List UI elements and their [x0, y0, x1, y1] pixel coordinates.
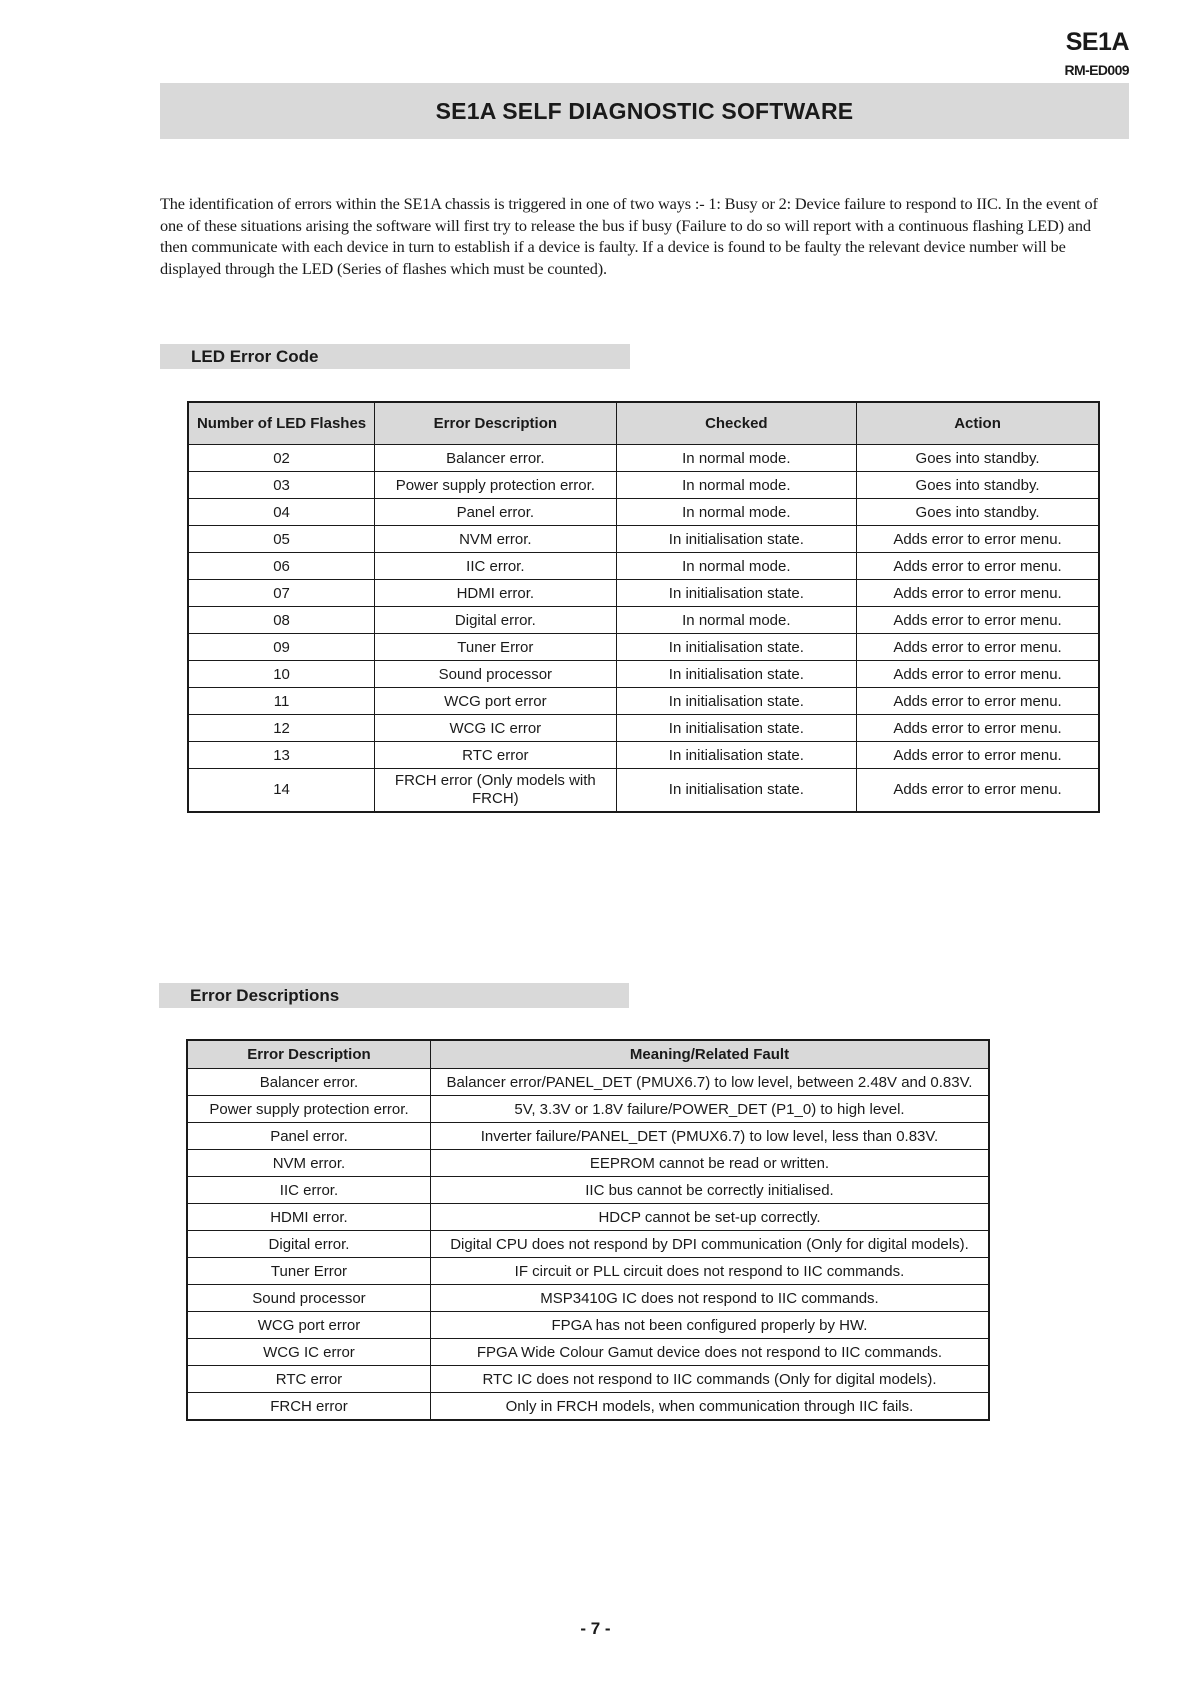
table-cell: Adds error to error menu.	[857, 634, 1099, 661]
table-cell: RTC error	[375, 742, 617, 769]
table-cell: 05	[188, 526, 375, 553]
table-cell: In normal mode.	[616, 553, 856, 580]
table-cell: Adds error to error menu.	[857, 526, 1099, 553]
table-cell: Goes into standby.	[857, 472, 1099, 499]
table-cell: 06	[188, 553, 375, 580]
table-cell: Digital error.	[187, 1231, 430, 1258]
table-cell: IIC bus cannot be correctly initialised.	[430, 1177, 989, 1204]
table-cell: 08	[188, 607, 375, 634]
table-cell: In initialisation state.	[616, 688, 856, 715]
table-cell: Tuner Error	[187, 1258, 430, 1285]
table-cell: Adds error to error menu.	[857, 769, 1099, 813]
table-cell: 13	[188, 742, 375, 769]
table-cell: WCG port error	[187, 1312, 430, 1339]
column-header: Checked	[616, 402, 856, 445]
table-row	[187, 1339, 989, 1366]
table-row	[187, 1393, 989, 1421]
table-cell: Goes into standby.	[857, 499, 1099, 526]
table-cell: In normal mode.	[616, 445, 856, 472]
table-row	[188, 769, 1099, 813]
model-code: SE1A	[1065, 28, 1129, 56]
table-row	[187, 1204, 989, 1231]
table-row	[188, 553, 1099, 580]
table-cell: FRCH error	[187, 1393, 430, 1421]
table-cell: In initialisation state.	[616, 526, 856, 553]
table-cell: Panel error.	[187, 1123, 430, 1150]
table-cell: HDCP cannot be set-up correctly.	[430, 1204, 989, 1231]
table-cell: Sound processor	[187, 1285, 430, 1312]
table-cell: Power supply protection error.	[187, 1096, 430, 1123]
table-cell: Sound processor	[375, 661, 617, 688]
column-header: Number of LED Flashes	[188, 402, 375, 445]
table-header-row	[188, 402, 1099, 445]
table-row	[187, 1258, 989, 1285]
table-row	[188, 472, 1099, 499]
table-row	[187, 1285, 989, 1312]
table-cell: In normal mode.	[616, 607, 856, 634]
table-cell: Power supply protection error.	[375, 472, 617, 499]
table-cell: Adds error to error menu.	[857, 661, 1099, 688]
table-cell: Adds error to error menu.	[857, 742, 1099, 769]
table-row	[187, 1150, 989, 1177]
table-cell: Adds error to error menu.	[857, 688, 1099, 715]
table-cell: IF circuit or PLL circuit does not respond to IIC commands.	[430, 1258, 989, 1285]
table-row	[188, 661, 1099, 688]
table-cell: FPGA has not been configured properly by HW.	[430, 1312, 989, 1339]
table-cell: 14	[188, 769, 375, 813]
table-row	[187, 1231, 989, 1258]
page-title: SE1A SELF DIAGNOSTIC SOFTWARE	[435, 97, 854, 124]
table-cell: 02	[188, 445, 375, 472]
table-cell: Only in FRCH models, when communication through IIC fails.	[430, 1393, 989, 1421]
column-header: Meaning/Related Fault	[430, 1040, 989, 1069]
table-cell: 5V, 3.3V or 1.8V failure/POWER_DET (P1_0) to high level.	[430, 1096, 989, 1123]
table-cell: HDMI error.	[187, 1204, 430, 1231]
table-cell: In initialisation state.	[616, 634, 856, 661]
table-row	[187, 1096, 989, 1123]
table-row	[187, 1177, 989, 1204]
table-cell: Panel error.	[375, 499, 617, 526]
table-cell: Balancer error.	[375, 445, 617, 472]
table-row	[187, 1366, 989, 1393]
table-cell: NVM error.	[375, 526, 617, 553]
table-cell: In initialisation state.	[616, 715, 856, 742]
table-row	[188, 526, 1099, 553]
table-cell: WCG port error	[375, 688, 617, 715]
table-cell: In normal mode.	[616, 472, 856, 499]
table-cell: 09	[188, 634, 375, 661]
table-cell: 10	[188, 661, 375, 688]
table-cell: 11	[188, 688, 375, 715]
table-header-row	[187, 1040, 989, 1069]
table-cell: Digital CPU does not respond by DPI communication (Only for digital models).	[430, 1231, 989, 1258]
table-cell: IIC error.	[187, 1177, 430, 1204]
table-cell: 03	[188, 472, 375, 499]
table-cell: NVM error.	[187, 1150, 430, 1177]
table-row	[187, 1312, 989, 1339]
error-descriptions-table	[186, 1039, 990, 1421]
table-cell: Balancer error.	[187, 1069, 430, 1096]
table-cell: 07	[188, 580, 375, 607]
column-header: Error Description	[375, 402, 617, 445]
table-cell: FPGA Wide Colour Gamut device does not respond to IIC commands.	[430, 1339, 989, 1366]
table-row	[188, 742, 1099, 769]
table-cell: WCG IC error	[187, 1339, 430, 1366]
column-header: Action	[857, 402, 1099, 445]
table-row	[188, 688, 1099, 715]
table-cell: 12	[188, 715, 375, 742]
error-descriptions-heading: Error Descriptions	[159, 983, 629, 1008]
table-row	[188, 607, 1099, 634]
page-number: - 7 -	[580, 1619, 611, 1638]
intro-paragraph: The identification of errors within the SE1A chassis is triggered in one of two ways :- 1: Busy or 2: Device failure to respond to IIC. In the event of one of these situations arising the software will first try to release the bus if busy (Failure to do so will report with a continuous flashing LED) and then communicate with each device in turn to establish if a device is faulty. If a device is found to be faulty the relevant device number will be displayed through the LED (Series of flashes which must be counted).	[160, 194, 1098, 278]
table-cell: MSP3410G IC does not respond to IIC commands.	[430, 1285, 989, 1312]
table-cell: RTC error	[187, 1366, 430, 1393]
table-cell: HDMI error.	[375, 580, 617, 607]
table-cell: RTC IC does not respond to IIC commands (Only for digital models).	[430, 1366, 989, 1393]
table-cell: In normal mode.	[616, 499, 856, 526]
table-cell: EEPROM cannot be read or written.	[430, 1150, 989, 1177]
table-cell: Balancer error/PANEL_DET (PMUX6.7) to low level, between 2.48V and 0.83V.	[430, 1069, 989, 1096]
table-cell: Inverter failure/PANEL_DET (PMUX6.7) to low level, less than 0.83V.	[430, 1123, 989, 1150]
table-row	[188, 499, 1099, 526]
table-cell: Adds error to error menu.	[857, 553, 1099, 580]
led-error-code-table	[187, 401, 1100, 813]
column-header: Error Description	[187, 1040, 430, 1069]
table-cell: Adds error to error menu.	[857, 580, 1099, 607]
table-cell: 04	[188, 499, 375, 526]
table-cell: Adds error to error menu.	[857, 715, 1099, 742]
table-row	[188, 445, 1099, 472]
table-cell: WCG IC error	[375, 715, 617, 742]
table-cell: Tuner Error	[375, 634, 617, 661]
title-bar	[160, 83, 1129, 139]
table-cell: FRCH error (Only models with FRCH)	[375, 769, 617, 813]
table-cell: IIC error.	[375, 553, 617, 580]
table-cell: In initialisation state.	[616, 580, 856, 607]
table-row	[187, 1123, 989, 1150]
table-cell: In initialisation state.	[616, 661, 856, 688]
led-error-code-heading: LED Error Code	[160, 344, 630, 369]
table-cell: Adds error to error menu.	[857, 607, 1099, 634]
table-row	[187, 1069, 989, 1096]
table-cell: In initialisation state.	[616, 769, 856, 813]
table-row	[188, 634, 1099, 661]
table-cell: Goes into standby.	[857, 445, 1099, 472]
table-cell: Digital error.	[375, 607, 617, 634]
document-reference: RM-ED009	[1064, 62, 1129, 78]
table-cell: In initialisation state.	[616, 742, 856, 769]
table-row	[188, 580, 1099, 607]
table-row	[188, 715, 1099, 742]
